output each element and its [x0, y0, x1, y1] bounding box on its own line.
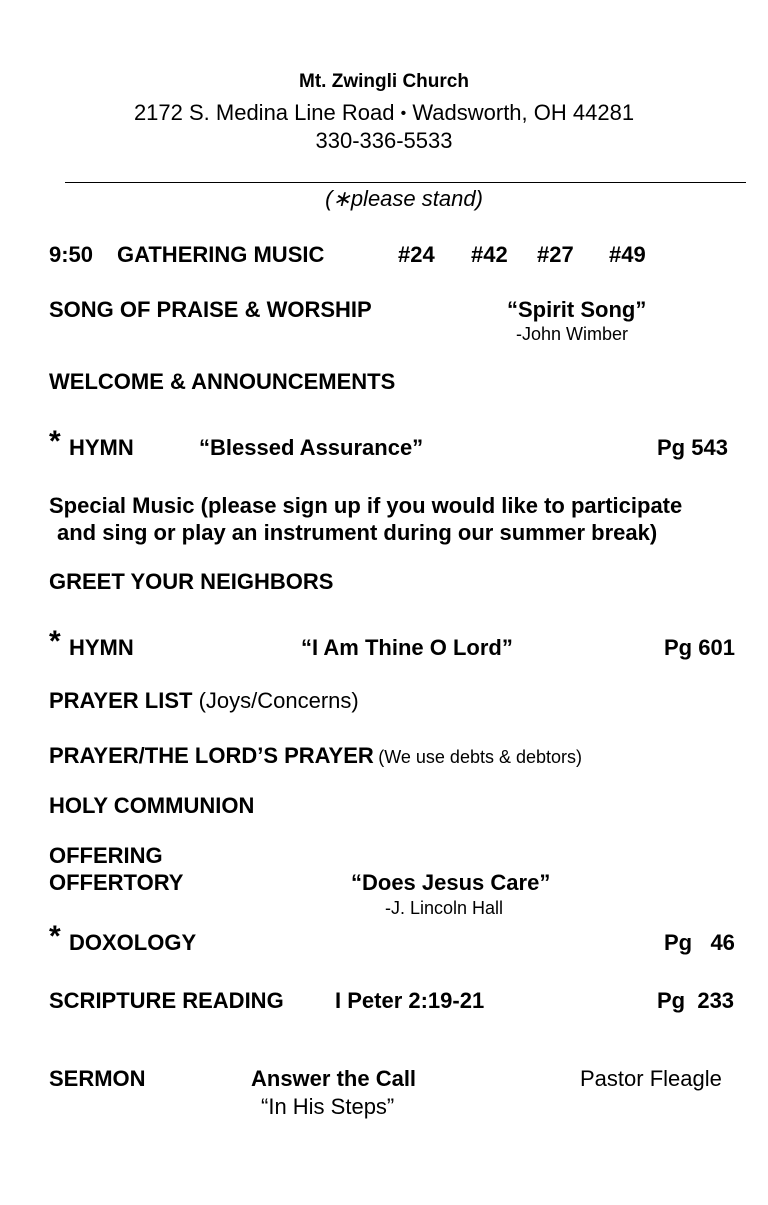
lords-prayer-note: (We use debts & debtors) [378, 747, 582, 767]
address-city: Wadsworth, OH 44281 [412, 100, 635, 125]
gathering-time: 9:50 [49, 242, 94, 267]
prayer-list-label: PRAYER LIST [49, 688, 193, 713]
church-phone: 330-336-5533 [315, 128, 453, 153]
hymn-title: “Blessed Assurance” [199, 435, 424, 460]
special-music-line: and sing or play an instrument during our summer break) [57, 520, 658, 545]
song-of-praise-author: -John Wimber [516, 324, 629, 344]
doxology-page: Pg 46 [664, 930, 735, 955]
hymn-label: HYMN [69, 435, 134, 460]
welcome-label: WELCOME & ANNOUNCEMENTS [49, 369, 396, 394]
offertory-author: -J. Lincoln Hall [385, 898, 504, 918]
address-street: 2172 S. Medina Line Road [133, 100, 395, 125]
special-music-line: Special Music (please sign up if you would like to participate [49, 493, 683, 518]
sermon-label: SERMON [49, 1066, 146, 1091]
stand-note: (∗please stand) [325, 186, 483, 211]
offering-label: OFFERING [49, 843, 163, 868]
doxology-label: DOXOLOGY [69, 930, 197, 955]
hymn-page: Pg 543 [657, 435, 728, 460]
song-of-praise-label: SONG OF PRAISE & WORSHIP [49, 297, 372, 322]
scripture-reference: I Peter 2:19-21 [335, 988, 485, 1013]
offertory-title: “Does Jesus Care” [351, 870, 551, 895]
stand-asterisk: * [49, 425, 61, 458]
header-divider [65, 182, 746, 183]
prayer-list [49, 688, 359, 714]
hymn-title: “I Am Thine O Lord” [301, 635, 513, 660]
stand-asterisk: * [49, 625, 61, 658]
stand-asterisk: * [49, 920, 61, 953]
offertory-label: OFFERTORY [49, 870, 184, 895]
church-address [0, 100, 768, 126]
greet-label: GREET YOUR NEIGHBORS [49, 569, 334, 594]
prayer-list-note: (Joys/Concerns) [198, 688, 359, 713]
sermon-title: Answer the Call [251, 1066, 417, 1091]
communion-label: HOLY COMMUNION [49, 793, 255, 818]
gathering-hymn-number: #49 [609, 242, 646, 267]
song-of-praise-title: “Spirit Song” [507, 297, 647, 322]
lords-prayer-label: PRAYER/THE LORD’S PRAYER [49, 743, 374, 768]
address-bullet: • [400, 105, 407, 122]
gathering-hymn-number: #24 [398, 242, 435, 267]
sermon-speaker: Pastor Fleagle [580, 1066, 722, 1091]
scripture-label: SCRIPTURE READING [49, 988, 284, 1013]
sermon-subtitle: “In His Steps” [261, 1094, 395, 1119]
scripture-page: Pg 233 [657, 988, 735, 1013]
lords-prayer [49, 743, 582, 769]
hymn-page: Pg 601 [664, 635, 735, 660]
hymn-label: HYMN [69, 635, 134, 660]
church-name: Mt. Zwingli Church [299, 71, 469, 92]
gathering-hymn-number: #42 [471, 242, 508, 267]
gathering-label: GATHERING MUSIC [117, 242, 325, 267]
gathering-hymn-number: #27 [537, 242, 574, 267]
